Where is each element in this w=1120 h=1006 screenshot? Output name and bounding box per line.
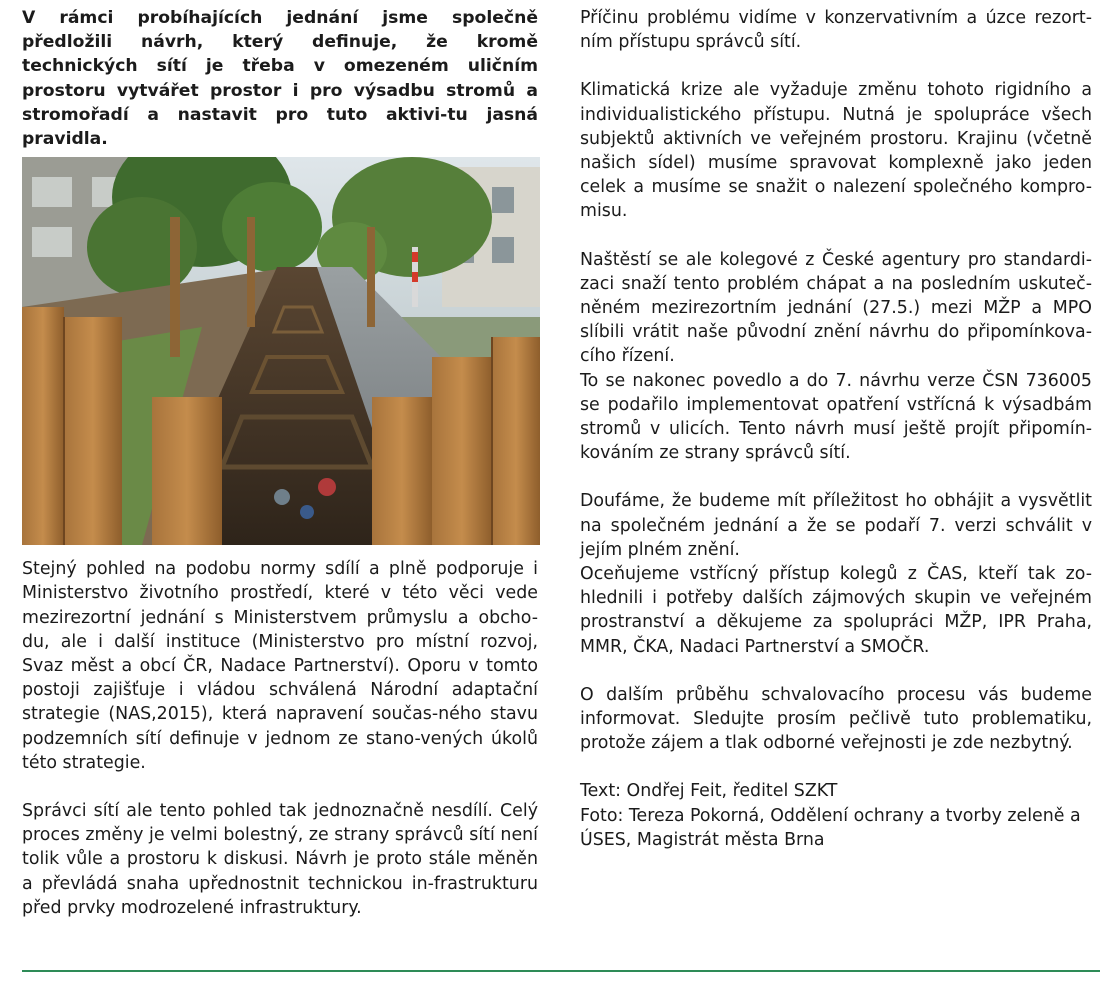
paragraph-gap [580,659,1092,683]
paragraph-gap [580,465,1092,489]
left-paragraph-1: Stejný pohled na podobu normy sdílí a plně podporuje i Ministerstvo životního prostředí, které v této věci vede mezirezortní jednání s Ministerstvem průmyslu a obcho-du, ale i další instituce (Ministerstvo pro místní rozvoj, Svaz měst a obcí ČR, Nadace Partnerství). Oporu v tomto postoji zajišťuje i vládou schválená Národní adaptační strategie (NAS,2015), která napravení součas-ného stavu podzemních sítí definuje v jednom ze stano-vených úkolů této strategie. [22,559,538,773]
footer-divider [22,970,1100,972]
paragraph-gap [580,755,1092,779]
right-paragraph-4: Doufáme, že budeme mít příležitost ho obhájit a vysvětlit na společném jednání a že se podaří 7. verzi schválit v jejím plném znění. Oceňujeme vstřícný přístup kolegů z ČAS, kteří tak zo-hlednili i potřeby dalších zájmových skupin ve veřejném prostranství a děkujeme za spolupráci MŽP, IPR Praha, MMR, ČKA, Nadaci Partnerství a SMOČR. [580,491,1092,657]
right-paragraph-5: O dalším průběhu schvalovacího procesu vás budeme informovat. Sledujte prosím pečlivě tuto problematiku, protože zájem a tlak odborné veřejnosti je zde nezbytný. [580,684,1092,754]
credits: Text: Ondřej Feit, ředitel SZKT Foto: Tereza Pokorná, Oddělení ochrany a tvorby zeleně a ÚSES, Magistrát města Brna [580,781,1081,850]
right-paragraph-1: Příčinu problému vidíme v konzervativním a úzce rezort-ním přístupu správců sítí. [580,8,1092,53]
trench-photo [22,157,540,545]
right-paragraph-2: Klimatická krize ale vyžaduje změnu tohoto rigidního a individualistického přístupu. Nutná je spolupráce všech subjektů aktivních ve veřejném prostoru. Krajinu (včetně našich sídel) musíme spravovat komplexně jako jeden celek a musíme se snažit o nalezení společného kompro-misu. [580,80,1092,222]
paragraph-gap [580,224,1092,248]
lead-paragraph: V rámci probíhajících jednání jsme společně předložili návrh, který definuje, že kromě technických sítí je třeba v omezeném uličním prostoru vytvářet prostor i pro výsadbu stromů a stromořadí a nastavit pro tuto aktivi-tu jasná pravidla. [22,8,538,150]
paragraph-gap [22,775,538,799]
right-column [580,6,1092,852]
left-paragraph-2: Správci sítí ale tento pohled tak jednoznačně nesdílí. Celý proces změny je velmi bolestný, ze strany správců sítí není tolik vůle a prostoru k diskusi. Návrh je proto stále měněn a převládá snaha upřednostnit technickou in-frastrukturu před prvky modrozelené infrastruktury. [22,801,538,918]
right-paragraph-3: Naštěstí se ale kolegové z České agentury pro standardi-zaci snaží tento problém chápat a na posledním uskuteč-něném mezirezortním jednání (27.5.) mezi MŽP a MPO slíbili vrátit naše původní znění návrhu do připomínkova-cího řízení. To se nakonec povedlo a do 7. návrhu verze ČSN 736005 se podařilo implementovat opatření vstřícná k výsadbám stromů v ulicích. Tento návrh musí ještě projít připomín-kováním ze strany správců sítí. [580,249,1092,464]
left-column [22,6,538,920]
paragraph-gap [580,54,1092,78]
